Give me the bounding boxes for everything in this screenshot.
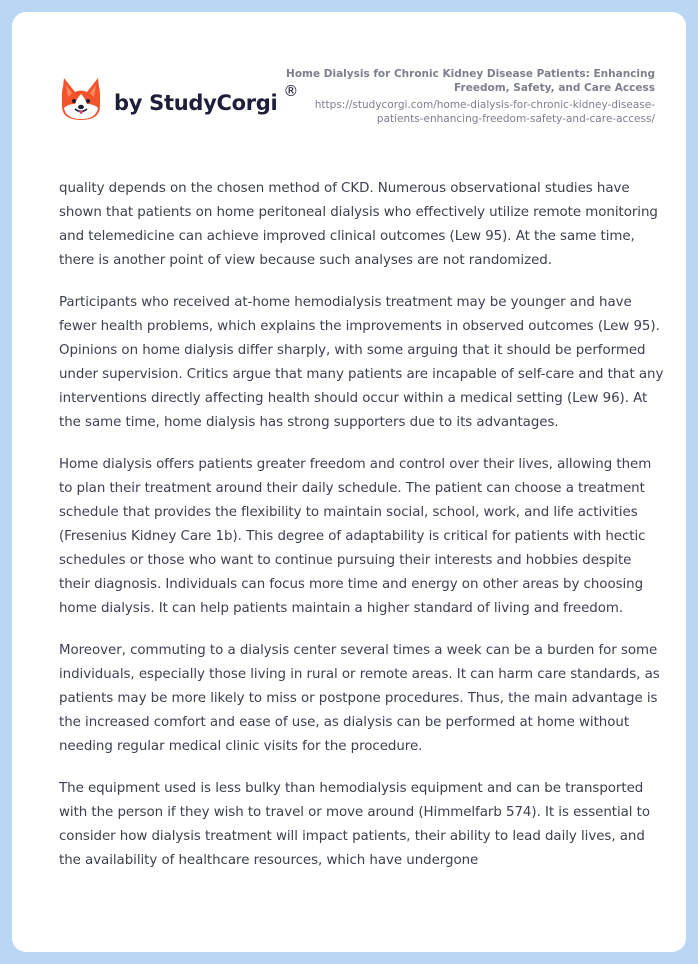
source-title: Home Dialysis for Chronic Kidney Disease Patients: Enhancing Freedom, Safety, and Care Access bbox=[286, 68, 655, 94]
source-reference bbox=[275, 67, 655, 126]
paragraph: Participants who received at-home hemodialysis treatment may be younger and have fewer health problems, which explains the improvements in observed outcomes (Lew 95). Opinions on home dialysis differ sharply, with some arguing that it should be performed under supervision. Critics argue that many patients are incapable of self-care and that any interventions directly affecting health should occur within a medical setting (Lew 96). At the same time, home dialysis has strong supporters due to its advantages. bbox=[59, 295, 664, 430]
registered-mark: ® bbox=[283, 82, 299, 100]
paragraph: quality depends on the chosen method of CKD. Numerous observational studies have shown that patients on home peritoneal dialysis who effectively utilize remote monitoring and telemedicine can achieve improved clinical outcomes (Lew 95). At the same time, there is another point of view because such analyses are not randomized. bbox=[59, 181, 658, 268]
paragraph: Moreover, commuting to a dialysis center several times a week can be a burden for some individuals, especially those living in rural or remote areas. It can harm care standards, as patients may be more likely to miss or postpone procedures. Thus, the main advantage is the increased comfort and ease of use, as dialysis can be performed at home without needing regular medical clinic visits for the procedure. bbox=[59, 643, 660, 754]
brand-name: by StudyCorgi bbox=[114, 91, 278, 115]
corgi-logo-icon bbox=[60, 76, 102, 122]
paragraph: The equipment used is less bulky than hemodialysis equipment and can be transported with the person if they wish to travel or move around (Himmelfarb 574). It is essential to consider how dialysis treatment will impact patients, their ability to lead daily lives, and the availability of healthcare resources, which have undergone bbox=[59, 781, 651, 868]
paragraph: Home dialysis offers patients greater freedom and control over their lives, allowing them to plan their treatment around their daily schedule. The patient can choose a treatment schedule that provides the flexibility to maintain social, school, work, and life activities (Fresenius Kidney Care 1b). This degree of adaptability is critical for patients with hectic schedules or those who want to continue pursuing their interests and hobbies despite their diagnosis. Individuals can focus more time and energy on other areas by choosing home dialysis. It can help patients maintain a higher standard of living and freedom. bbox=[59, 457, 652, 616]
document-page bbox=[12, 12, 686, 952]
article-body bbox=[59, 177, 664, 891]
studycorgi-logo[interactable] bbox=[60, 76, 298, 122]
source-url-link[interactable]: https://studycorgi.com/home-dialysis-for-chronic-kidney-disease-patients-enhancing-freedom-safety-and-care-access/ bbox=[314, 99, 655, 125]
page-header bbox=[12, 12, 686, 162]
